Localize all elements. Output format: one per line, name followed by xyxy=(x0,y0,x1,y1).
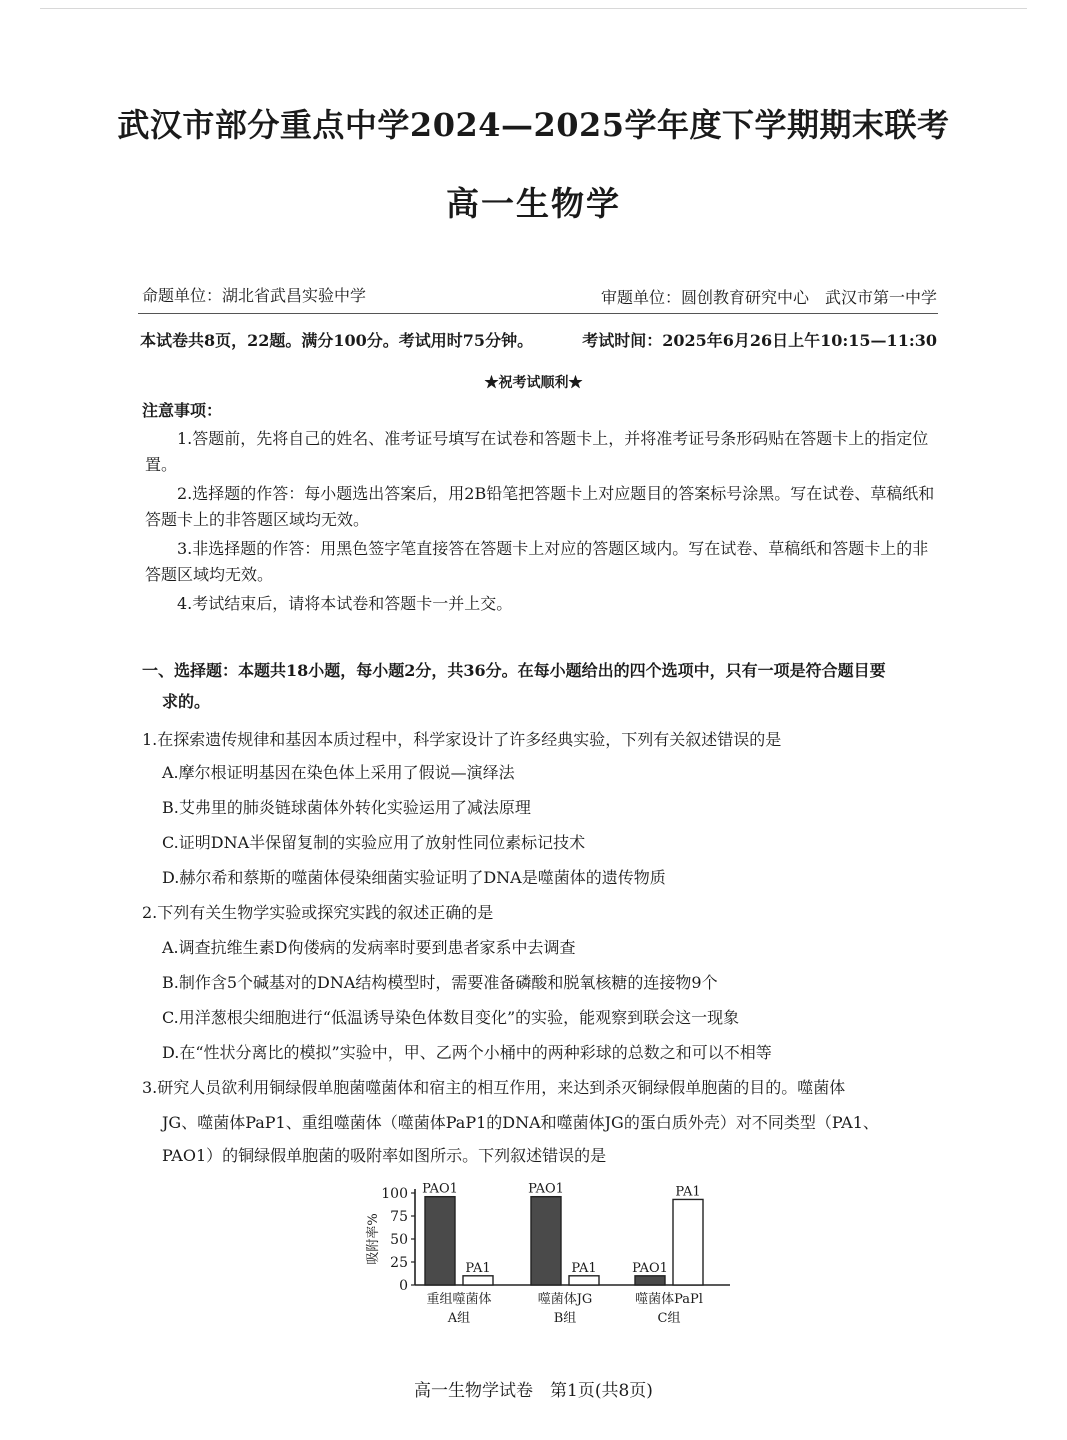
question-1-option-c: C.证明DNA半保留复制的实验应用了放射性同位素标记技术 xyxy=(162,833,586,852)
notice-item: 4.考试结束后，请将本试卷和答题卡一并上交。 xyxy=(177,594,513,613)
notice-item: 1.答题前，先将自己的姓名、准考证号填写在试卷和答题卡上，并将准考证号条形码贴在答题卡上的指定位置。 xyxy=(145,429,929,474)
notice-list xyxy=(145,426,940,620)
x-group-label: A组 xyxy=(447,1311,471,1326)
question-2-option-d: D.在“性状分离比的模拟”实验中，甲、乙两个小桶中的两种彩球的总数之和可以不相等 xyxy=(162,1043,772,1062)
bar-series-label: PA1 xyxy=(675,1184,701,1200)
exam-info: 本试卷共8页，22题。满分100分。考试用时75分钟。 xyxy=(140,331,534,350)
bar-pao1 xyxy=(635,1276,665,1285)
question-1-stem: 1.在探索遗传规律和基因本质过程中，科学家设计了许多经典实验，下列有关叙述错误的是 xyxy=(142,730,782,749)
notice-heading: 注意事项： xyxy=(142,401,223,420)
page-footer: 高一生物学试卷 第1页(共8页) xyxy=(414,1381,653,1401)
section-heading-cont: 求的。 xyxy=(162,692,211,711)
bar-pa1 xyxy=(463,1276,493,1285)
x-category-label: 噬菌体JG xyxy=(537,1292,593,1307)
bar-series-label: PA1 xyxy=(465,1260,491,1276)
x-category-label: 噬菌体PaPl xyxy=(635,1292,703,1307)
bar-series-label: PAO1 xyxy=(632,1260,668,1276)
question-2-option-a: A.调查抗维生素D佝偻病的发病率时要到患者家系中去调查 xyxy=(162,938,576,957)
section-heading: 一、选择题：本题共18小题，每小题2分，共36分。在每小题给出的四个选项中，只有一项是符合题目要 xyxy=(142,661,886,680)
y-tick-label: 50 xyxy=(390,1232,408,1248)
bar-series-label: PA1 xyxy=(571,1260,597,1276)
exam-title: 武汉市部分重点中学2024—2025学年度下学期期末联考 xyxy=(117,106,950,144)
wish-line: ★祝考试顺利★ xyxy=(484,375,583,391)
header-divider xyxy=(138,313,938,314)
question-3-stem-line1: 3.研究人员欲利用铜绿假单胞菌噬菌体和宿主的相互作用，来达到杀灭铜绿假单胞菌的目的。噬菌体 xyxy=(142,1078,846,1097)
question-3-stem-line3: PAO1）的铜绿假单胞菌的吸附率如图所示。下列叙述错误的是 xyxy=(162,1146,607,1165)
bar-series-label: PAO1 xyxy=(528,1181,564,1197)
y-axis-label: 吸附率% xyxy=(366,1213,381,1265)
question-2-option-c: C.用洋葱根尖细胞进行“低温诱导染色体数目变化”的实验，能观察到联会这一现象 xyxy=(162,1008,740,1027)
bar-pao1 xyxy=(425,1197,455,1285)
question-3-stem-line2: JG、噬菌体PaP1、重组噬菌体（噬菌体PaP1的DNA和噬菌体JG的蛋白质外壳）对不同类型（PA1、 xyxy=(162,1113,879,1132)
question-2-option-b: B.制作含5个碱基对的DNA结构模型时，需要准备磷酸和脱氧核糖的连接物9个 xyxy=(162,973,718,992)
question-1-option-d: D.赫尔希和蔡斯的噬菌体侵染细菌实验证明了DNA是噬菌体的遗传物质 xyxy=(162,868,666,887)
bar-pao1 xyxy=(531,1197,561,1285)
y-tick-label: 75 xyxy=(390,1209,408,1225)
question-1-option-a: A.摩尔根证明基因在染色体上采用了假说—演绎法 xyxy=(162,763,515,782)
subject-title: 高一生物学 xyxy=(446,184,621,223)
x-category-label: 重组噬菌体 xyxy=(426,1292,492,1307)
bar-pa1 xyxy=(569,1276,599,1285)
question-1-option-b: B.艾弗里的肺炎链球菌体外转化实验运用了减法原理 xyxy=(162,798,531,817)
bar-series-label: PAO1 xyxy=(422,1181,458,1197)
exam-time: 考试时间：2025年6月26日上午10:15—11:30 xyxy=(582,331,937,350)
notice-item: 2.选择题的作答：每小题选出答案后，用2B铅笔把答题卡上对应题目的答案标号涂黑。写在试卷、草稿纸和答题卡上的非答题区域均无效。 xyxy=(145,484,935,529)
reviewer-unit: 审题单位：圆创教育研究中心 武汉市第一中学 xyxy=(600,288,937,307)
y-tick-label: 0 xyxy=(399,1278,408,1294)
x-group-label: C组 xyxy=(657,1311,681,1326)
question-2-stem: 2.下列有关生物学实验或探究实践的叙述正确的是 xyxy=(142,903,494,922)
setter-unit: 命题单位：湖北省武昌实验中学 xyxy=(142,286,367,305)
adsorption-rate-bar-chart xyxy=(355,1175,745,1335)
y-tick-label: 25 xyxy=(390,1255,408,1271)
y-tick-label: 100 xyxy=(381,1186,408,1202)
bar-pa1 xyxy=(673,1199,703,1285)
top-divider xyxy=(40,8,1027,9)
x-group-label: B组 xyxy=(553,1311,577,1326)
notice-item: 3.非选择题的作答：用黑色签字笔直接答在答题卡上对应的答题区域内。写在试卷、草稿纸和答题卡上的非答题区域均无效。 xyxy=(145,539,929,584)
